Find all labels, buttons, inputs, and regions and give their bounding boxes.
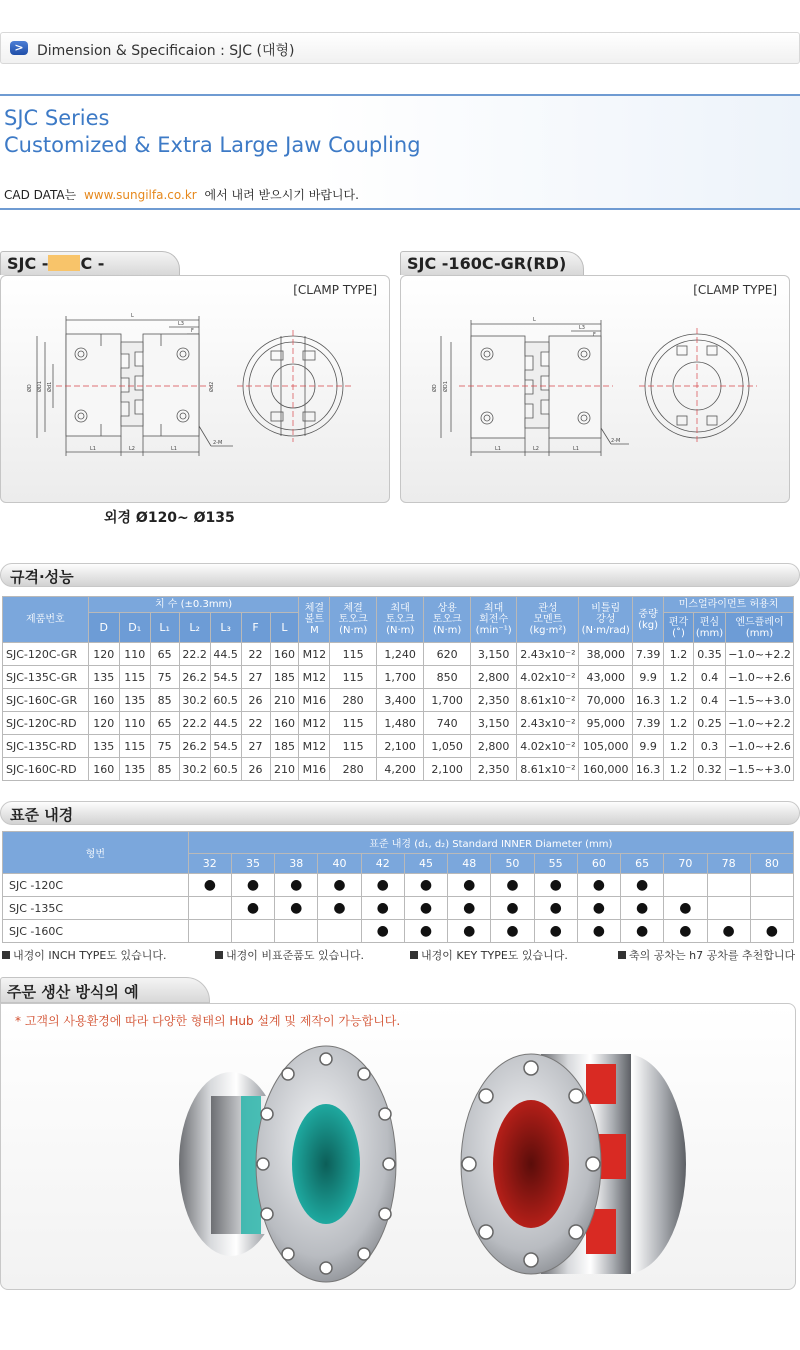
bore-availability-cell: ● [707, 920, 750, 943]
table-cell: 1.2 [664, 643, 694, 666]
table-cell: 54.5 [210, 666, 241, 689]
series-name: SJC Series [4, 106, 110, 130]
table-cell: 0.25 [694, 712, 726, 735]
bore-availability-cell [750, 897, 793, 920]
bore-availability-cell: ● [491, 897, 534, 920]
dim-label-M: 2-M [611, 438, 621, 444]
table-cell: 65 [150, 712, 179, 735]
bore-availability-cell: ● [448, 897, 491, 920]
table-cell: 115 [330, 643, 376, 666]
table-cell: 2,350 [470, 689, 516, 712]
top-title-bar [0, 32, 800, 64]
coupling-photos [1, 1004, 797, 1291]
table-cell: 75 [150, 666, 179, 689]
table-cell: 210 [270, 689, 299, 712]
table-cell: 8.61x10⁻² [517, 758, 579, 781]
col-header-name: 제품번호 [3, 597, 89, 643]
table-cell: 9.9 [633, 735, 664, 758]
bore-availability-cell: ● [534, 897, 577, 920]
table-cell: 7.39 [633, 643, 664, 666]
table-cell: 4,200 [376, 758, 424, 781]
cad-link[interactable]: www.sungilfa.co.kr [83, 188, 197, 202]
table-cell: 22.2 [179, 643, 210, 666]
table-cell: 54.5 [210, 735, 241, 758]
table-cell: 22.2 [179, 712, 210, 735]
table-cell: 105,000 [579, 735, 633, 758]
table-cell: 110 [119, 712, 150, 735]
spec-section-bar [0, 563, 800, 587]
table-cell: 4.02x10⁻² [517, 735, 579, 758]
col-header-dim: L₁ [150, 613, 179, 643]
table-cell: 120 [88, 712, 119, 735]
series-subtitle: Customized & Extra Large Jaw Coupling [4, 133, 421, 157]
bore-size-header: 42 [361, 854, 404, 874]
table-cell: 1,240 [376, 643, 424, 666]
table-cell: 115 [330, 666, 376, 689]
square-bullet-icon [215, 951, 223, 959]
dim-label-L1-right: L1 [171, 446, 177, 452]
table-cell: 210 [270, 758, 299, 781]
bore-availability-cell [188, 897, 231, 920]
table-cell: 0.3 [694, 735, 726, 758]
table-cell: −1.0~+2.6 [726, 666, 794, 689]
bore-availability-cell: ● [361, 874, 404, 897]
table-cell: 160 [270, 712, 299, 735]
jaw-coupling-photo [461, 1054, 686, 1274]
bore-table [2, 831, 794, 943]
col-header-dimension: 치 수 (±0.3mm) [88, 597, 299, 613]
dim-label-F: F [191, 328, 194, 334]
square-bullet-icon [2, 951, 10, 959]
table-cell: M12 [299, 712, 330, 735]
cad-suffix: 에서 내려 받으시기 바랍니다. [204, 188, 359, 202]
bore-availability-cell: ● [534, 920, 577, 943]
bore-availability-cell: ● [404, 897, 447, 920]
note-item: 내경이 INCH TYPE도 있습니다. [2, 947, 166, 963]
bore-model-cell: SJC -120C [3, 874, 189, 897]
col-header-dim: L₂ [179, 613, 210, 643]
product-code-cell: SJC-135C-GR [3, 666, 89, 689]
table-cell: 1,700 [376, 666, 424, 689]
dim-label-D1: ØD1 [37, 381, 43, 392]
table-cell: 44.5 [210, 643, 241, 666]
table-cell: 7.39 [633, 712, 664, 735]
dim-label-L1-right: L1 [573, 446, 579, 452]
col-header-max-speed: 최대 회전수 (min⁻¹) [470, 597, 516, 643]
bore-availability-cell: ● [664, 897, 707, 920]
col-header-misalignment-item: 편심 (mm) [694, 613, 726, 643]
bore-availability-cell: ● [491, 920, 534, 943]
table-row [3, 920, 794, 943]
table-cell: 3,400 [376, 689, 424, 712]
product-code-cell: SJC-160C-RD [3, 758, 89, 781]
bore-availability-cell [231, 920, 274, 943]
bore-availability-cell: ● [621, 920, 664, 943]
table-cell: 22 [241, 643, 270, 666]
table-cell: 115 [330, 712, 376, 735]
table-cell: M12 [299, 735, 330, 758]
table-cell: 135 [88, 735, 119, 758]
bore-availability-cell: ● [448, 920, 491, 943]
bore-size-header: 48 [448, 854, 491, 874]
custom-note: * 고객의 사용환경에 따라 다양한 형태의 Hub 설계 및 제작이 가능합니다. [15, 1014, 401, 1028]
coupling-drawing-left [1, 276, 391, 504]
cad-prefix: CAD DATA는 [4, 188, 77, 202]
table-cell: 135 [88, 666, 119, 689]
dim-label-L: L [533, 317, 536, 323]
cad-data-note [4, 186, 359, 203]
bore-availability-cell: ● [404, 920, 447, 943]
bore-availability-cell: ● [491, 874, 534, 897]
bore-availability-cell: ● [577, 920, 620, 943]
dim-label-L2: L2 [533, 446, 539, 452]
table-cell: 1.2 [664, 689, 694, 712]
bore-availability-cell: ● [361, 920, 404, 943]
table-cell: 160 [88, 689, 119, 712]
table-cell: −1.0~+2.2 [726, 712, 794, 735]
table-cell: 3,150 [470, 712, 516, 735]
table-cell: 185 [270, 666, 299, 689]
table-cell: 43,000 [579, 666, 633, 689]
bore-availability-cell: ● [231, 874, 274, 897]
table-cell: 135 [119, 689, 150, 712]
drawing-tab-right [400, 251, 584, 275]
table-cell: 1.2 [664, 666, 694, 689]
bore-availability-cell: ● [275, 874, 318, 897]
table-cell: −1.5~+3.0 [726, 689, 794, 712]
col-header-rated-torque: 상용 토오크 (N·m) [424, 597, 470, 643]
dim-label-F: F [593, 332, 596, 338]
bore-col-header-name: 형번 [3, 832, 189, 874]
dim-label-d2: Ød2 [209, 381, 215, 392]
col-header-weight: 중량 (kg) [633, 597, 664, 643]
bore-availability-cell: ● [750, 920, 793, 943]
col-header-misalignment-item: 엔드플레이 (mm) [726, 613, 794, 643]
table-cell: 44.5 [210, 712, 241, 735]
col-header-stiffness: 비틀림 강성 (N·m/rad) [579, 597, 633, 643]
table-cell: 850 [424, 666, 470, 689]
bore-size-header: 38 [275, 854, 318, 874]
bore-availability-cell: ● [404, 874, 447, 897]
table-row [3, 874, 794, 897]
bore-availability-cell: ● [231, 897, 274, 920]
col-header-dim: L₃ [210, 613, 241, 643]
dim-label-d1: Ød1 [47, 381, 53, 392]
bore-availability-cell: ● [275, 897, 318, 920]
table-cell: 2,350 [470, 758, 516, 781]
dim-label-D: ØD [27, 384, 33, 392]
product-code-cell: SJC-160C-GR [3, 689, 89, 712]
bore-size-header: 60 [577, 854, 620, 874]
table-cell: 160 [88, 758, 119, 781]
bore-availability-cell: ● [577, 897, 620, 920]
table-cell: 30.2 [179, 689, 210, 712]
bore-section-title: 표준 내경 [10, 806, 74, 824]
table-cell: 75 [150, 735, 179, 758]
table-cell: 95,000 [579, 712, 633, 735]
table-row [3, 712, 794, 735]
square-bullet-icon [410, 951, 418, 959]
table-cell: 65 [150, 643, 179, 666]
flanged-coupling-photo [179, 1046, 396, 1282]
bore-availability-cell: ● [361, 897, 404, 920]
dim-label-L3: L3 [178, 321, 184, 327]
table-cell: M12 [299, 643, 330, 666]
coupling-drawing-right [401, 276, 791, 504]
table-cell: 38,000 [579, 643, 633, 666]
col-header-inertia: 관성 모멘트 (kg·m²) [517, 597, 579, 643]
table-cell: 1,050 [424, 735, 470, 758]
diameter-caption: 외경 Ø120~ Ø135 [104, 510, 235, 526]
col-header-dim: D₁ [119, 613, 150, 643]
drawing-title-right: SJC -160C-GR(RD) [407, 254, 567, 273]
table-cell: 0.35 [694, 643, 726, 666]
table-cell: 16.3 [633, 689, 664, 712]
table-cell: 85 [150, 689, 179, 712]
table-cell: 160,000 [579, 758, 633, 781]
product-code-cell: SJC-120C-RD [3, 712, 89, 735]
col-header-misalignment: 미스얼라이먼트 허용치 [664, 597, 794, 613]
table-cell: 8.61x10⁻² [517, 689, 579, 712]
chevron-right-icon: > [10, 41, 28, 55]
bore-availability-cell [275, 920, 318, 943]
size-placeholder-box [48, 255, 64, 271]
bore-availability-cell [188, 920, 231, 943]
table-cell: 740 [424, 712, 470, 735]
bore-availability-cell: ● [448, 874, 491, 897]
table-cell: 60.5 [210, 758, 241, 781]
bore-availability-cell [707, 897, 750, 920]
dim-label-D1: ØD1 [443, 381, 449, 392]
bore-size-header: 70 [664, 854, 707, 874]
custom-photo-panel [0, 1003, 796, 1290]
product-code-cell: SJC-120C-GR [3, 643, 89, 666]
size-placeholder-box [64, 255, 80, 271]
dim-label-L2: L2 [129, 446, 135, 452]
table-cell: 30.2 [179, 758, 210, 781]
table-row [3, 689, 794, 712]
table-cell: 280 [330, 758, 376, 781]
table-cell: 115 [119, 666, 150, 689]
note-item: 내경이 비표준품도 있습니다. [215, 947, 364, 963]
table-cell: 27 [241, 666, 270, 689]
col-header-tighten-torque: 체결 토오크 (N·m) [330, 597, 376, 643]
table-cell: 135 [119, 758, 150, 781]
col-header-dim: D [88, 613, 119, 643]
clamp-type-label: [CLAMP TYPE] [293, 283, 377, 297]
bore-availability-cell [664, 874, 707, 897]
custom-section-title: 주문 생산 방식의 예 [7, 983, 139, 1001]
bore-size-header: 32 [188, 854, 231, 874]
col-header-max-torque: 최대 토오크 (N·m) [376, 597, 424, 643]
col-header-misalignment-item: 편각 (˚) [664, 613, 694, 643]
bore-size-header: 65 [621, 854, 664, 874]
product-code-cell: SJC-135C-RD [3, 735, 89, 758]
bore-availability-cell: ● [621, 874, 664, 897]
clamp-type-label: [CLAMP TYPE] [693, 283, 777, 297]
drawing-panel-right [400, 275, 790, 503]
table-cell: 0.4 [694, 689, 726, 712]
table-cell: 2.43x10⁻² [517, 643, 579, 666]
table-cell: 0.4 [694, 666, 726, 689]
table-cell: 120 [88, 643, 119, 666]
dim-label-L: L [131, 313, 134, 319]
table-cell: 1.2 [664, 735, 694, 758]
table-cell: 26.2 [179, 735, 210, 758]
drawing-title-left-a: SJC - [7, 254, 49, 273]
series-header [0, 94, 800, 210]
table-cell: 2.43x10⁻² [517, 712, 579, 735]
bore-size-header: 78 [707, 854, 750, 874]
table-cell: −1.5~+3.0 [726, 758, 794, 781]
spec-table [2, 596, 794, 781]
bore-section-bar [0, 801, 800, 825]
note-item: 내경이 KEY TYPE도 있습니다. [410, 947, 568, 963]
bore-size-header: 40 [318, 854, 361, 874]
table-cell: 16.3 [633, 758, 664, 781]
dim-label-L3: L3 [579, 325, 585, 331]
table-cell: 115 [330, 735, 376, 758]
bore-size-header: 55 [534, 854, 577, 874]
table-row [3, 897, 794, 920]
table-cell: 60.5 [210, 689, 241, 712]
table-row [3, 735, 794, 758]
dim-label-M: 2-M [213, 440, 223, 446]
bore-model-cell: SJC -160C [3, 920, 189, 943]
col-header-dim: L [270, 613, 299, 643]
table-cell: 26.2 [179, 666, 210, 689]
bore-availability-cell [318, 920, 361, 943]
table-cell: 26 [241, 689, 270, 712]
table-cell: M16 [299, 689, 330, 712]
bore-size-header: 35 [231, 854, 274, 874]
page-title: Dimension & Specificaion : SJC (대형) [37, 43, 295, 59]
bore-availability-cell [707, 874, 750, 897]
bore-availability-cell: ● [577, 874, 620, 897]
dim-label-L1-left: L1 [90, 446, 96, 452]
bore-availability-cell: ● [664, 920, 707, 943]
table-cell: 2,800 [470, 735, 516, 758]
square-bullet-icon [618, 951, 626, 959]
bore-availability-cell: ● [188, 874, 231, 897]
table-cell: 620 [424, 643, 470, 666]
note-item: 축의 공차는 h7 공차를 추천합니다 [618, 947, 795, 963]
drawing-title-left-b: C - [80, 254, 105, 273]
table-cell: 4.02x10⁻² [517, 666, 579, 689]
bore-size-header: 45 [404, 854, 447, 874]
drawing-tab-left [0, 251, 180, 275]
table-cell: 1,700 [424, 689, 470, 712]
table-cell: M16 [299, 758, 330, 781]
table-cell: 27 [241, 735, 270, 758]
bore-availability-cell: ● [534, 874, 577, 897]
table-cell: 3,150 [470, 643, 516, 666]
bore-col-header-group: 표준 내경 (d₁, d₂) Standard INNER Diameter (mm) [188, 832, 793, 854]
col-header-bolt: 체결 볼트 M [299, 597, 330, 643]
table-cell: 110 [119, 643, 150, 666]
table-cell: 26 [241, 758, 270, 781]
table-cell: 2,100 [424, 758, 470, 781]
table-cell: 185 [270, 735, 299, 758]
custom-section-tab [0, 977, 210, 1003]
table-cell: 115 [119, 735, 150, 758]
table-row [3, 643, 794, 666]
table-cell: 160 [270, 643, 299, 666]
table-cell: −1.0~+2.6 [726, 735, 794, 758]
dim-label-D: ØD [432, 384, 438, 392]
table-cell: −1.0~+2.2 [726, 643, 794, 666]
table-cell: 1.2 [664, 758, 694, 781]
spec-section-title: 규격·성능 [10, 568, 74, 586]
bore-availability-cell [750, 874, 793, 897]
table-row [3, 666, 794, 689]
drawing-panel-left [0, 275, 390, 503]
table-cell: 1.2 [664, 712, 694, 735]
bore-availability-cell: ● [318, 874, 361, 897]
table-cell: 1,480 [376, 712, 424, 735]
bore-availability-cell: ● [318, 897, 361, 920]
bore-size-header: 80 [750, 854, 793, 874]
table-cell: 2,800 [470, 666, 516, 689]
col-header-dim: F [241, 613, 270, 643]
table-cell: 70,000 [579, 689, 633, 712]
table-cell: 22 [241, 712, 270, 735]
bore-model-cell: SJC -135C [3, 897, 189, 920]
table-cell: 85 [150, 758, 179, 781]
bore-size-header: 50 [491, 854, 534, 874]
dim-label-L1-left: L1 [495, 446, 501, 452]
table-cell: M12 [299, 666, 330, 689]
table-cell: 2,100 [376, 735, 424, 758]
table-cell: 280 [330, 689, 376, 712]
bore-availability-cell: ● [621, 897, 664, 920]
table-row [3, 758, 794, 781]
table-cell: 0.32 [694, 758, 726, 781]
table-cell: 9.9 [633, 666, 664, 689]
